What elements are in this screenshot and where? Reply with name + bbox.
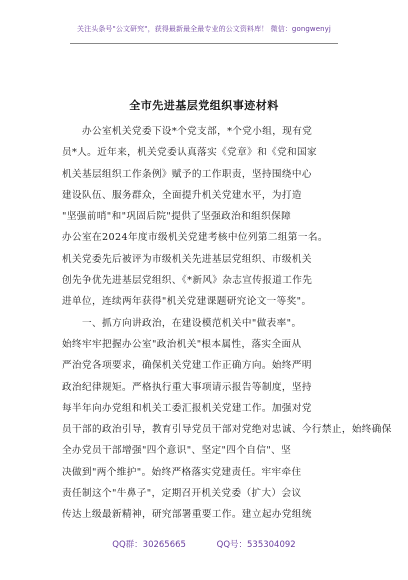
body-line: 严治党各项要求，确保机关党建工作正确方向。始终严明: [62, 360, 312, 372]
document-body: [62, 121, 392, 526]
body-line: 政治纪律规矩。严格执行重大事项请示报告等制度，坚持: [62, 381, 312, 393]
header-notice: 关注头条号"公文研究"，获得最新最全最专业的公文资料库！ 微信：gongwenyj: [77, 25, 331, 33]
header-divider: [70, 43, 338, 44]
qq-group: QQ群：30265665: [112, 540, 186, 550]
body-line: "坚强前哨"和"巩固后院"提供了坚强政治和组织保障: [62, 211, 292, 223]
body-line: 办公室机关党委下设*个党支部，*个党小组，现有党: [62, 126, 313, 137]
footer-contact: [0, 538, 408, 550]
body-line: 机关基层组织工作条例》赋予的工作职责，坚持围绕中心: [62, 168, 312, 180]
body-line: 创先争优先进基层党组织、《*新风》杂志宣传报道工作先: [62, 275, 313, 287]
body-line: 建设队伍、服务群众，全面提升机关党建水平，为打造: [62, 189, 302, 201]
body-line: 员干部的政治引导，教育引导党员干部对党绝对忠诚、今行禁止，始终确保: [62, 424, 392, 436]
qq-number: QQ号：535304092: [216, 540, 296, 550]
body-line: 传达上级最新精神，研究部署重要工作。建立起办党组统: [62, 509, 312, 521]
body-line: 决做到"两个维护"。始终严格落实党建责任。牢牢牵住: [62, 466, 302, 478]
body-line: 全办党员干部增强"四个意识"、坚定"四个自信"、坚: [62, 445, 292, 457]
body-line: 每半年向办党组和机关工委汇报机关党建工作。加强对党: [62, 402, 312, 414]
section-heading: 一、抓方向讲政治，在建设模范机关中"做表率"。: [62, 317, 302, 329]
body-line: 始终牢牢把握办公室"政治机关"根本属性，落实全面从: [62, 338, 302, 350]
document-title: 全市先进基层党组织事迹材料: [129, 99, 279, 112]
body-line: 责任制这个"牛鼻子"，定期召开机关党委（扩大）会议: [62, 488, 302, 500]
body-line: 员*人。近年来，机关党委认真落实《党章》和《党和国家: [62, 147, 318, 159]
body-line: 进单位，连续两年获得"机关党建课题研究论文一等奖"。: [62, 296, 312, 308]
body-line: 办公室在2024年度市级机关党建考核中位列第二组第一名。: [62, 232, 328, 244]
body-line: 机关党委先后被评为市级机关先进基层党组织、市级机关: [62, 253, 312, 265]
